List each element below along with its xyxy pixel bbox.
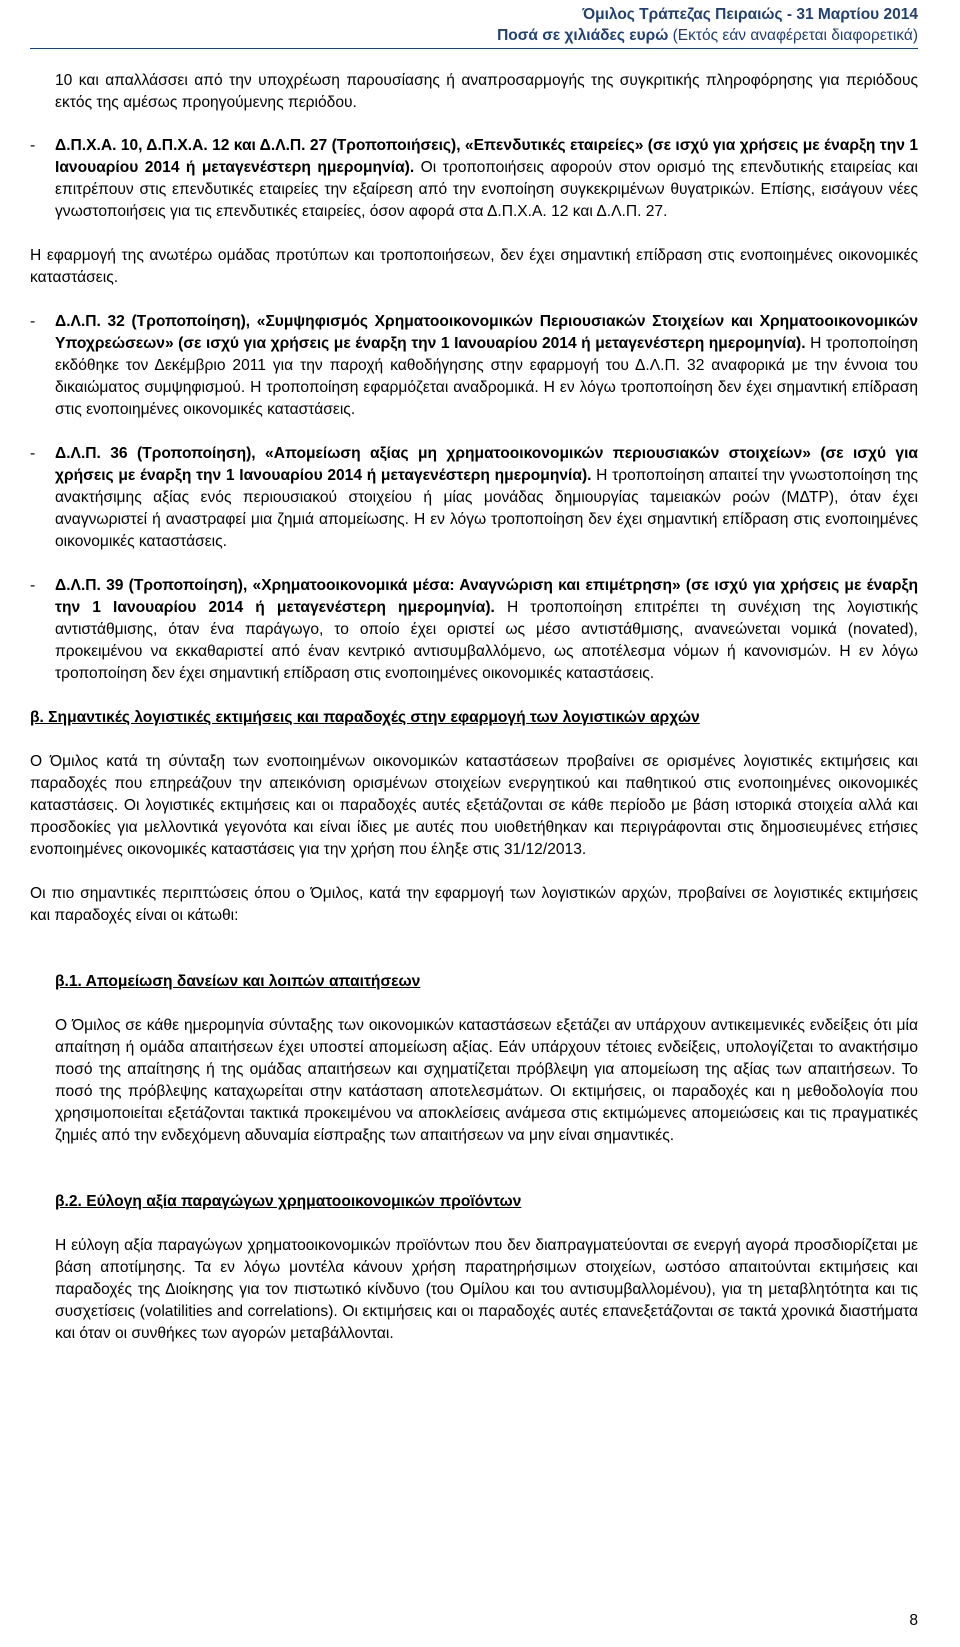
section-b2-paragraph: Η εύλογη αξία παραγώγων χρηματοοικονομικών προϊόντων που δεν διαπραγματεύονται σε ενεργή αγορά προσδιορίζεται με βάση αποτίμησης. Τα εν λόγω μοντέλα κάνουν χρήση παρατηρήσιμων στοιχείων, ωστόσο απαιτούνται εκτιμήσεις και παραδοχές της Διοίκησης για τον πιστωτικό κίνδυνο (του Ομίλου και του αντισυμβαλλομένου), για τη μεταβλητότητα και τις συσχετίσεις (volatilities and correlations). Οι εκτιμήσεις και οι παραδοχές αυτές επανεξετάζονται σε τακτά χρονικά διαστήματα και όταν οι συνθήκες των αγορών μεταβάλλονται. (55, 1237, 918, 1342)
section-b-paragraph-1: Ο Όμιλος κατά τη σύνταξη των ενοποιημένων οικονομικών καταστάσεων προβαίνει σε ορισμένες λογιστικές εκτιμήσεις και παραδοχές που επηρεάζουν την απεικόνιση ορισμένων στοιχείων ενεργητικού και παθητικού στις ενοποιημένες οικονομικές καταστάσεις. Οι λογιστικές εκτιμήσεις και οι παραδοχές αυτές εξετάζονται σε κάθε περίοδο με βάση ιστορικά στοιχεία αλλά και προσδοκίες για μελλοντικά γεγονότα και είναι ίδιες με αυτές που υιοθετήθηκαν και περιγράφονται στις δημοσιευμένες ετήσιες ενοποιημένες οικονομικές καταστάσεις για την χρήση που έληξε στις 31/12/2013. (30, 753, 918, 858)
list-dash: - (30, 445, 36, 462)
section-b-paragraph-2: Οι πιο σημαντικές περιπτώσεις όπου ο Όμιλος, κατά την εφαρμογή των λογιστικών αρχών, προβαίνει σε λογιστικές εκτιμήσεις και παραδοχές είναι οι κάτωθι: (30, 885, 918, 924)
group-effect-paragraph: Η εφαρμογή της ανωτέρω ομάδας προτύπων και τροποποιήσεων, δεν έχει σημαντική επίδραση στις ενοποιημένες οικονομικές καταστάσεις. (30, 247, 918, 286)
list-item-body: Η τροποποίηση επιτρέπει τη συνέχιση της λογιστικής αντιστάθμισης, όταν ένα παράγωγο, το οποίο έχει οριστεί ως μέσο αντιστάθμισης, ανανεώνεται νομικά (novated), προκειμένου να εκκαθαριστεί από έναν κεντρικό αντισυμβαλλόμενο, ως αποτέλεσμα νόμων ή κανονισμών. Η εν λόγω τροποποίηση δεν έχει σημαντική επίδραση στις ενοποιημένες οικονομικές καταστάσεις. (55, 599, 918, 682)
section-b1 (30, 971, 918, 1147)
list-dash: - (30, 137, 36, 154)
list-item (30, 135, 918, 223)
list-item-text (55, 311, 918, 421)
list-item-heading: Δ.Λ.Π. 39 (Τροποποίηση), «Χρηματοοικονομικά μέσα: Αναγνώριση και επιμέτρηση» (σε ισχύ για χρήσεις με έναρξη την 1 Ιανουαρίου 2014 ή μεταγενέστερη ημερομηνία). (55, 577, 918, 616)
section-b1-title: β.1. Απομείωση δανείων και λοιπών απαιτήσεων (55, 973, 421, 990)
header-currency-qualifier: (Εκτός εάν αναφέρεται διαφορετικά) (668, 27, 918, 44)
header-subtitle (497, 25, 918, 46)
list-item-body: Οι τροποποιήσεις αφορούν στον ορισμό της επενδυτικής εταιρείας και επιτρέπουν στις επενδυτικές εταιρείες την εξαίρεση από την ενοποίηση συγκεκριμένων θυγατρικών. Επίσης, εισάγουν νέες γνωστοποιήσεις για τις επενδυτικές εταιρείες, όσον αφορά στα Δ.Π.Χ.Α. 12 και Δ.Λ.Π. 27. (55, 159, 918, 220)
page-header (497, 4, 918, 46)
header-currency-note: Ποσά σε χιλιάδες ευρώ (497, 27, 669, 44)
list-item-body: Η τροποποίηση εκδόθηκε τον Δεκέμβριο 2011 για την παροχή καθοδήγησης στην εφαρμογή του Δ.Λ.Π. 32 αναφορικά με την έννοια του δικαιώματος συμψηφισμού. Η τροποποίηση εφαρμόζεται αναδρομικά. Η εν λόγω τροποποίηση δεν έχει σημαντική επίδραση στις ενοποιημένες οικονομικές καταστάσεις. (55, 335, 918, 418)
header-title: Όμιλος Τράπεζας Πειραιώς - 31 Μαρτίου 2014 (582, 6, 918, 23)
list-dash: - (30, 313, 36, 330)
list-item-heading: Δ.Λ.Π. 36 (Τροποποίηση), «Απομείωση αξίας μη χρηματοοικονομικών περιουσιακών στοιχείων» (σε ισχύ για χρήσεις με έναρξη την 1 Ιανουαρίου 2014 ή μεταγενέστερη ημερομηνία). (55, 445, 918, 484)
continuation-paragraph: 10 και απαλλάσσει από την υποχρέωση παρουσίασης ή αναπροσαρμογής της συγκριτικής πληροφόρησης για περιόδους εκτός της αμέσως προηγούμενης περιόδου. (55, 72, 918, 111)
list-item-heading: Δ.Λ.Π. 32 (Τροποποίηση), «Συμψηφισμός Χρηματοοικονομικών Περιουσιακών Στοιχείων και Χρηματοοικονομικών Υποχρεώσεων» (σε ισχύ για χρήσεις με έναρξη την 1 Ιανουαρίου 2014 ή μεταγενέστερη ημερομηνία). (55, 313, 918, 352)
header-divider (30, 48, 918, 49)
section-b-title: β. Σημαντικές λογιστικές εκτιμήσεις και παραδοχές στην εφαρμογή των λογιστικών αρχών (30, 709, 700, 726)
section-b2-title: β.2. Εύλογη αξία παραγώγων χρηματοοικονομικών προϊόντων (55, 1193, 522, 1210)
list-item (30, 311, 918, 421)
list-item-body: Η τροποποίηση απαιτεί την γνωστοποίηση της ανακτήσιμης αξίας ενός περιουσιακού στοιχείου ή μίας μονάδας δημιουργίας ταμειακών ροών (ΜΔΤΡ), όταν έχει αναγνωριστεί ή αναστραφεί μια ζημιά απομείωσης. Η εν λόγω τροποποίηση δεν έχει σημαντική επίδραση στις ενοποιημένες οικονομικές καταστάσεις. (55, 467, 919, 550)
list-item-text (55, 575, 918, 685)
section-b2 (30, 1191, 918, 1345)
list-item-text (55, 135, 918, 223)
list-item-heading: Δ.Π.Χ.Α. 10, Δ.Π.Χ.Α. 12 και Δ.Λ.Π. 27 (Τροποποιήσεις), «Επενδυτικές εταιρείες» (σε ισχύ για χρήσεις με έναρξη την 1 Ιανουαρίου 2014 ή μεταγενέστερη ημερομηνία). (55, 137, 918, 176)
list-item-text (55, 443, 918, 553)
section-b1-paragraph: Ο Όμιλος σε κάθε ημερομηνία σύνταξης των οικονομικών καταστάσεων εξετάζει αν υπάρχουν αντικειμενικές ενδείξεις ότι μία απαίτηση ή ομάδα απαιτήσεων έχει υποστεί απομείωση αξίας. Εάν υπάρχουν τέτοιες ενδείξεις, υπολογίζεται το ανακτήσιμο ποσό της απαίτησης ή της ομάδας απαιτήσεων και σχηματίζεται πρόβλεψη για απομείωση της αξίας των απαιτήσεων. Το ποσό της πρόβλεψης καταχωρείται στην κατάσταση αποτελεσμάτων. Οι εκτιμήσεις, οι παραδοχές και η μεθοδολογία που χρησιμοποιείται εξετάζονται τακτικά προκειμένου να αποκλείσεις ανάμεσα στις εκτιμώμενες απομειώσεις και τις πραγματικές ζημιές από την ενδεχόμενη αδυναμία είσπραξης των απαιτήσεων να μην είναι σημαντικές. (55, 1017, 918, 1144)
page-number: 8 (909, 1612, 918, 1629)
list-item (30, 443, 918, 553)
list-item (30, 575, 918, 685)
document-body (30, 70, 918, 1345)
list-dash: - (30, 577, 36, 594)
